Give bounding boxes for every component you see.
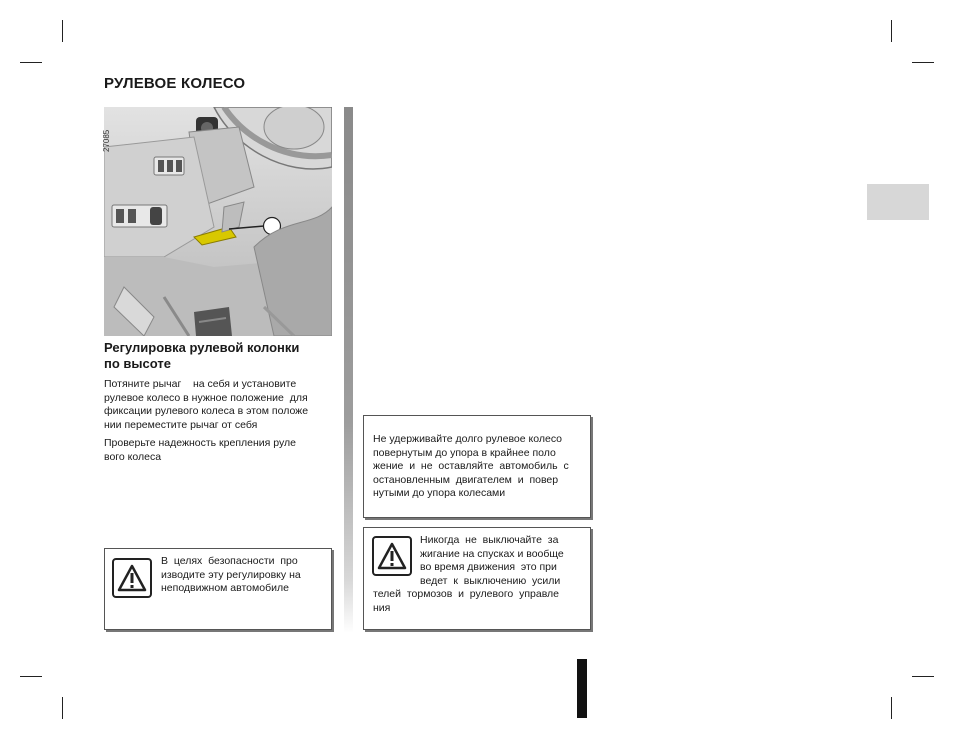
text-line: остановленным двигателем и повер: [373, 473, 559, 486]
chapter-tab: [867, 184, 929, 220]
warning-text-left: [161, 555, 323, 596]
steering-column-lever-illustration: [104, 107, 332, 336]
note-box: [363, 415, 591, 518]
warning-box-right: [363, 527, 591, 630]
crop-mark: [62, 20, 63, 42]
text-line: во время движения это при: [420, 561, 557, 573]
warning-text-right: [420, 534, 582, 588]
text-line: вого колеса: [104, 450, 162, 463]
column-divider-bar: [344, 107, 353, 633]
text-line: жигание на спусках и вообще: [420, 547, 564, 560]
section-heading-line: Регулировка рулевой колонки: [104, 340, 300, 355]
section-heading: [104, 340, 336, 372]
text-line: изводите эту регулировку на: [161, 568, 301, 581]
crop-mark: [20, 676, 42, 677]
warning-text-right-cont: [373, 588, 582, 615]
figure-code: 27085: [102, 129, 111, 152]
crop-mark: [891, 697, 892, 719]
text-line: Потяните рычаг на себя и установите: [104, 378, 297, 390]
text-line: ведет к выключению усили: [420, 574, 561, 587]
crop-mark: [891, 20, 892, 42]
text-line: жение и не оставляйте автомобиль с: [373, 460, 569, 472]
page-marker: [577, 659, 587, 718]
text-line: нутыми до упора колесами: [373, 487, 506, 499]
text-line: Никогда не выключайте за: [420, 534, 559, 546]
crop-mark: [912, 62, 934, 63]
text-line: фиксации рулевого колеса в этом положе: [104, 405, 309, 417]
text-line: Проверьте надежность крепления руле: [104, 437, 296, 449]
text-line: рулевое колесо в нужное положение для: [104, 391, 308, 404]
text-line: телей тормозов и рулевого управле: [373, 588, 560, 600]
text-line: неподвижном автомобиле: [161, 582, 289, 594]
text-line: повернутым до упора в крайнее поло: [373, 446, 556, 459]
warning-box-left: [104, 548, 332, 630]
text-line: нии переместите рычаг от себя: [104, 418, 258, 431]
instruction-paragraph: [104, 378, 332, 432]
warning-triangle-icon: [112, 558, 152, 598]
text-line: ния: [373, 601, 391, 614]
page-title: РУЛЕВОЕ КОЛЕСО: [104, 75, 246, 92]
steering-column-figure: [104, 107, 332, 336]
crop-mark: [62, 697, 63, 719]
crop-mark: [20, 62, 42, 63]
warning-triangle-icon: [372, 536, 412, 576]
text-line: Не удерживайте долго рулевое колесо: [373, 433, 563, 445]
check-paragraph: [104, 437, 332, 464]
crop-mark: [912, 676, 934, 677]
text-line: В целях безопасности про: [161, 555, 298, 567]
section-heading-line: по высоте: [104, 356, 171, 371]
note-text: [373, 433, 582, 501]
